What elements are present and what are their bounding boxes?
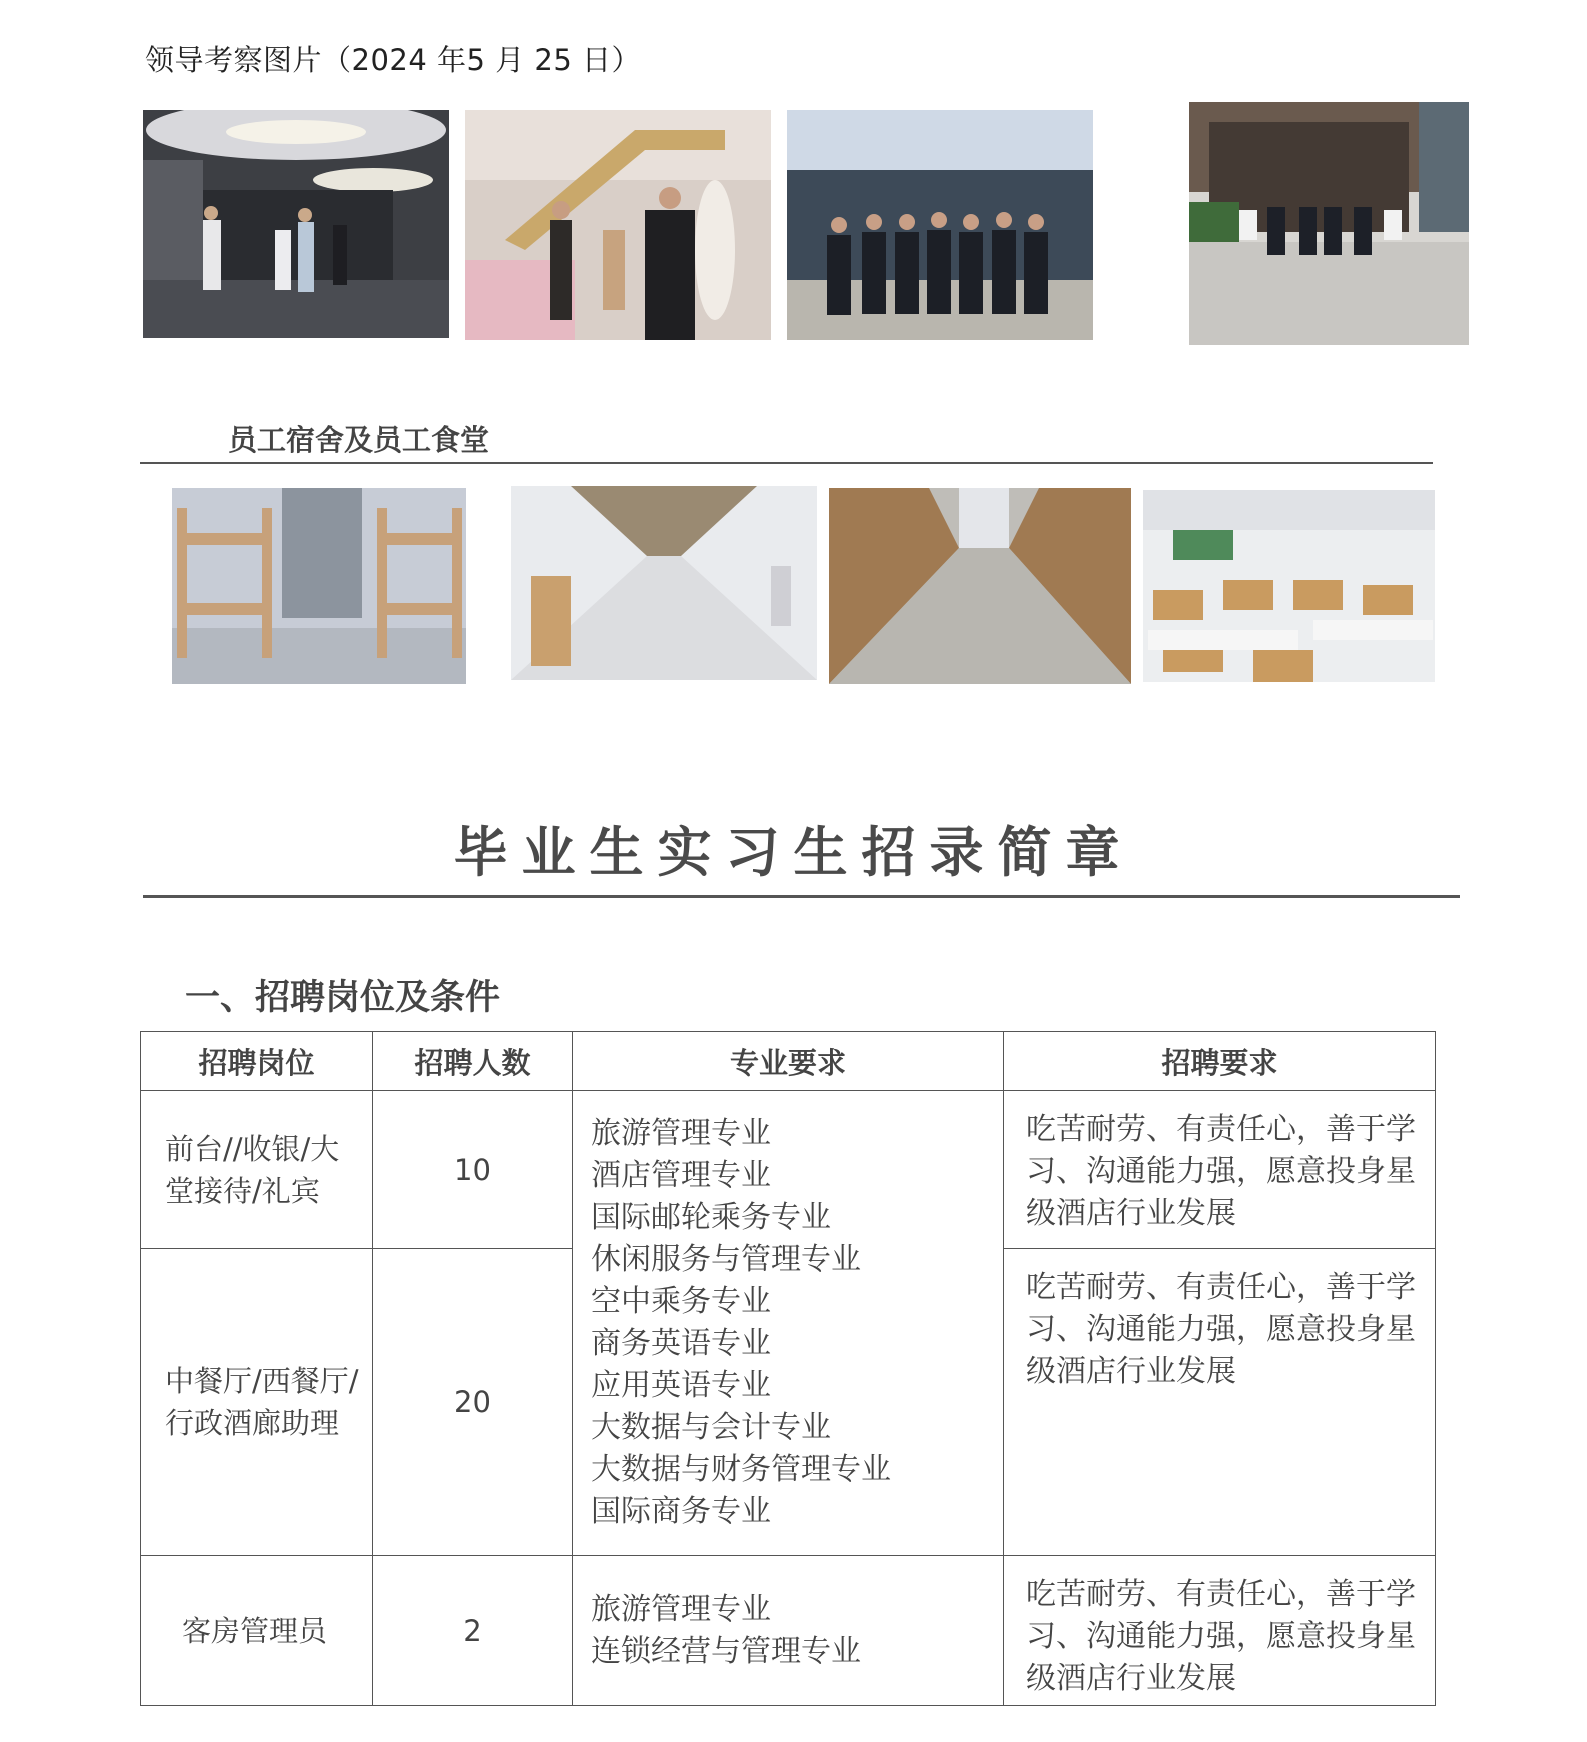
table-header-row (141, 1032, 1436, 1091)
header-major: 专业要求 (573, 1032, 1004, 1091)
dorm-canteen-caption: 员工宿舍及员工食堂 (228, 423, 490, 457)
major-item: 大数据与财务管理专业 (591, 1452, 891, 1487)
header-requirement: 招聘要求 (1004, 1032, 1436, 1091)
position-cell: 中餐厅/西餐厅/行政酒廊助理 (141, 1249, 373, 1556)
count-cell: 20 (373, 1249, 573, 1556)
major-requirements-cell (573, 1556, 1004, 1706)
section-heading: 一、招聘岗位及条件 (185, 978, 501, 1018)
table-row (141, 1556, 1436, 1706)
major-item: 连锁经营与管理专业 (591, 1633, 861, 1669)
major-requirements-cell (573, 1091, 1004, 1556)
dorm-photo-corridor (511, 486, 817, 680)
visit-photo-lobby (143, 110, 449, 338)
major-item: 应用英语专业 (591, 1368, 771, 1403)
table-row (141, 1091, 1436, 1249)
requirement-cell: 吃苦耐劳、有责任心，善于学习、沟通能力强，愿意投身星级酒店行业发展 (1004, 1249, 1436, 1556)
visit-photos-caption: 领导考察图片（2024 年5 月 25 日） (145, 43, 642, 77)
page-title: 毕业生实习生招录简章 (453, 821, 1134, 884)
position-cell: 客房管理员 (141, 1556, 373, 1706)
position-cell: 前台//收银/大堂接待/礼宾 (141, 1091, 373, 1249)
major-item: 空中乘务专业 (591, 1284, 771, 1319)
visit-photo-group-outdoor (787, 110, 1093, 340)
major-item: 国际商务专业 (591, 1494, 771, 1529)
requirement-cell: 吃苦耐劳、有责任心，善于学习、沟通能力强，愿意投身星级酒店行业发展 (1004, 1556, 1436, 1706)
header-position: 招聘岗位 (141, 1032, 373, 1091)
dorm-photo-hallway (829, 488, 1131, 684)
major-item: 旅游管理专业 (591, 1116, 771, 1151)
visit-photo-staircase (465, 110, 771, 340)
divider-line (140, 462, 1433, 464)
major-item: 国际邮轮乘务专业 (591, 1200, 831, 1235)
count-cell: 10 (373, 1091, 573, 1249)
major-item: 休闲服务与管理专业 (591, 1242, 861, 1277)
recruitment-table (140, 1031, 1436, 1706)
dorm-photo-bunkbeds (172, 488, 466, 684)
requirement-cell: 吃苦耐劳、有责任心，善于学习、沟通能力强，愿意投身星级酒店行业发展 (1004, 1091, 1436, 1249)
major-item: 商务英语专业 (591, 1326, 771, 1361)
title-divider (143, 895, 1460, 898)
major-item: 大数据与会计专业 (591, 1410, 831, 1445)
canteen-photo (1143, 490, 1435, 682)
visit-photo-hotel-entrance (1189, 102, 1469, 345)
header-count: 招聘人数 (373, 1032, 573, 1091)
major-item: 酒店管理专业 (591, 1158, 771, 1193)
count-cell: 2 (373, 1556, 573, 1706)
major-item: 旅游管理专业 (591, 1591, 771, 1627)
